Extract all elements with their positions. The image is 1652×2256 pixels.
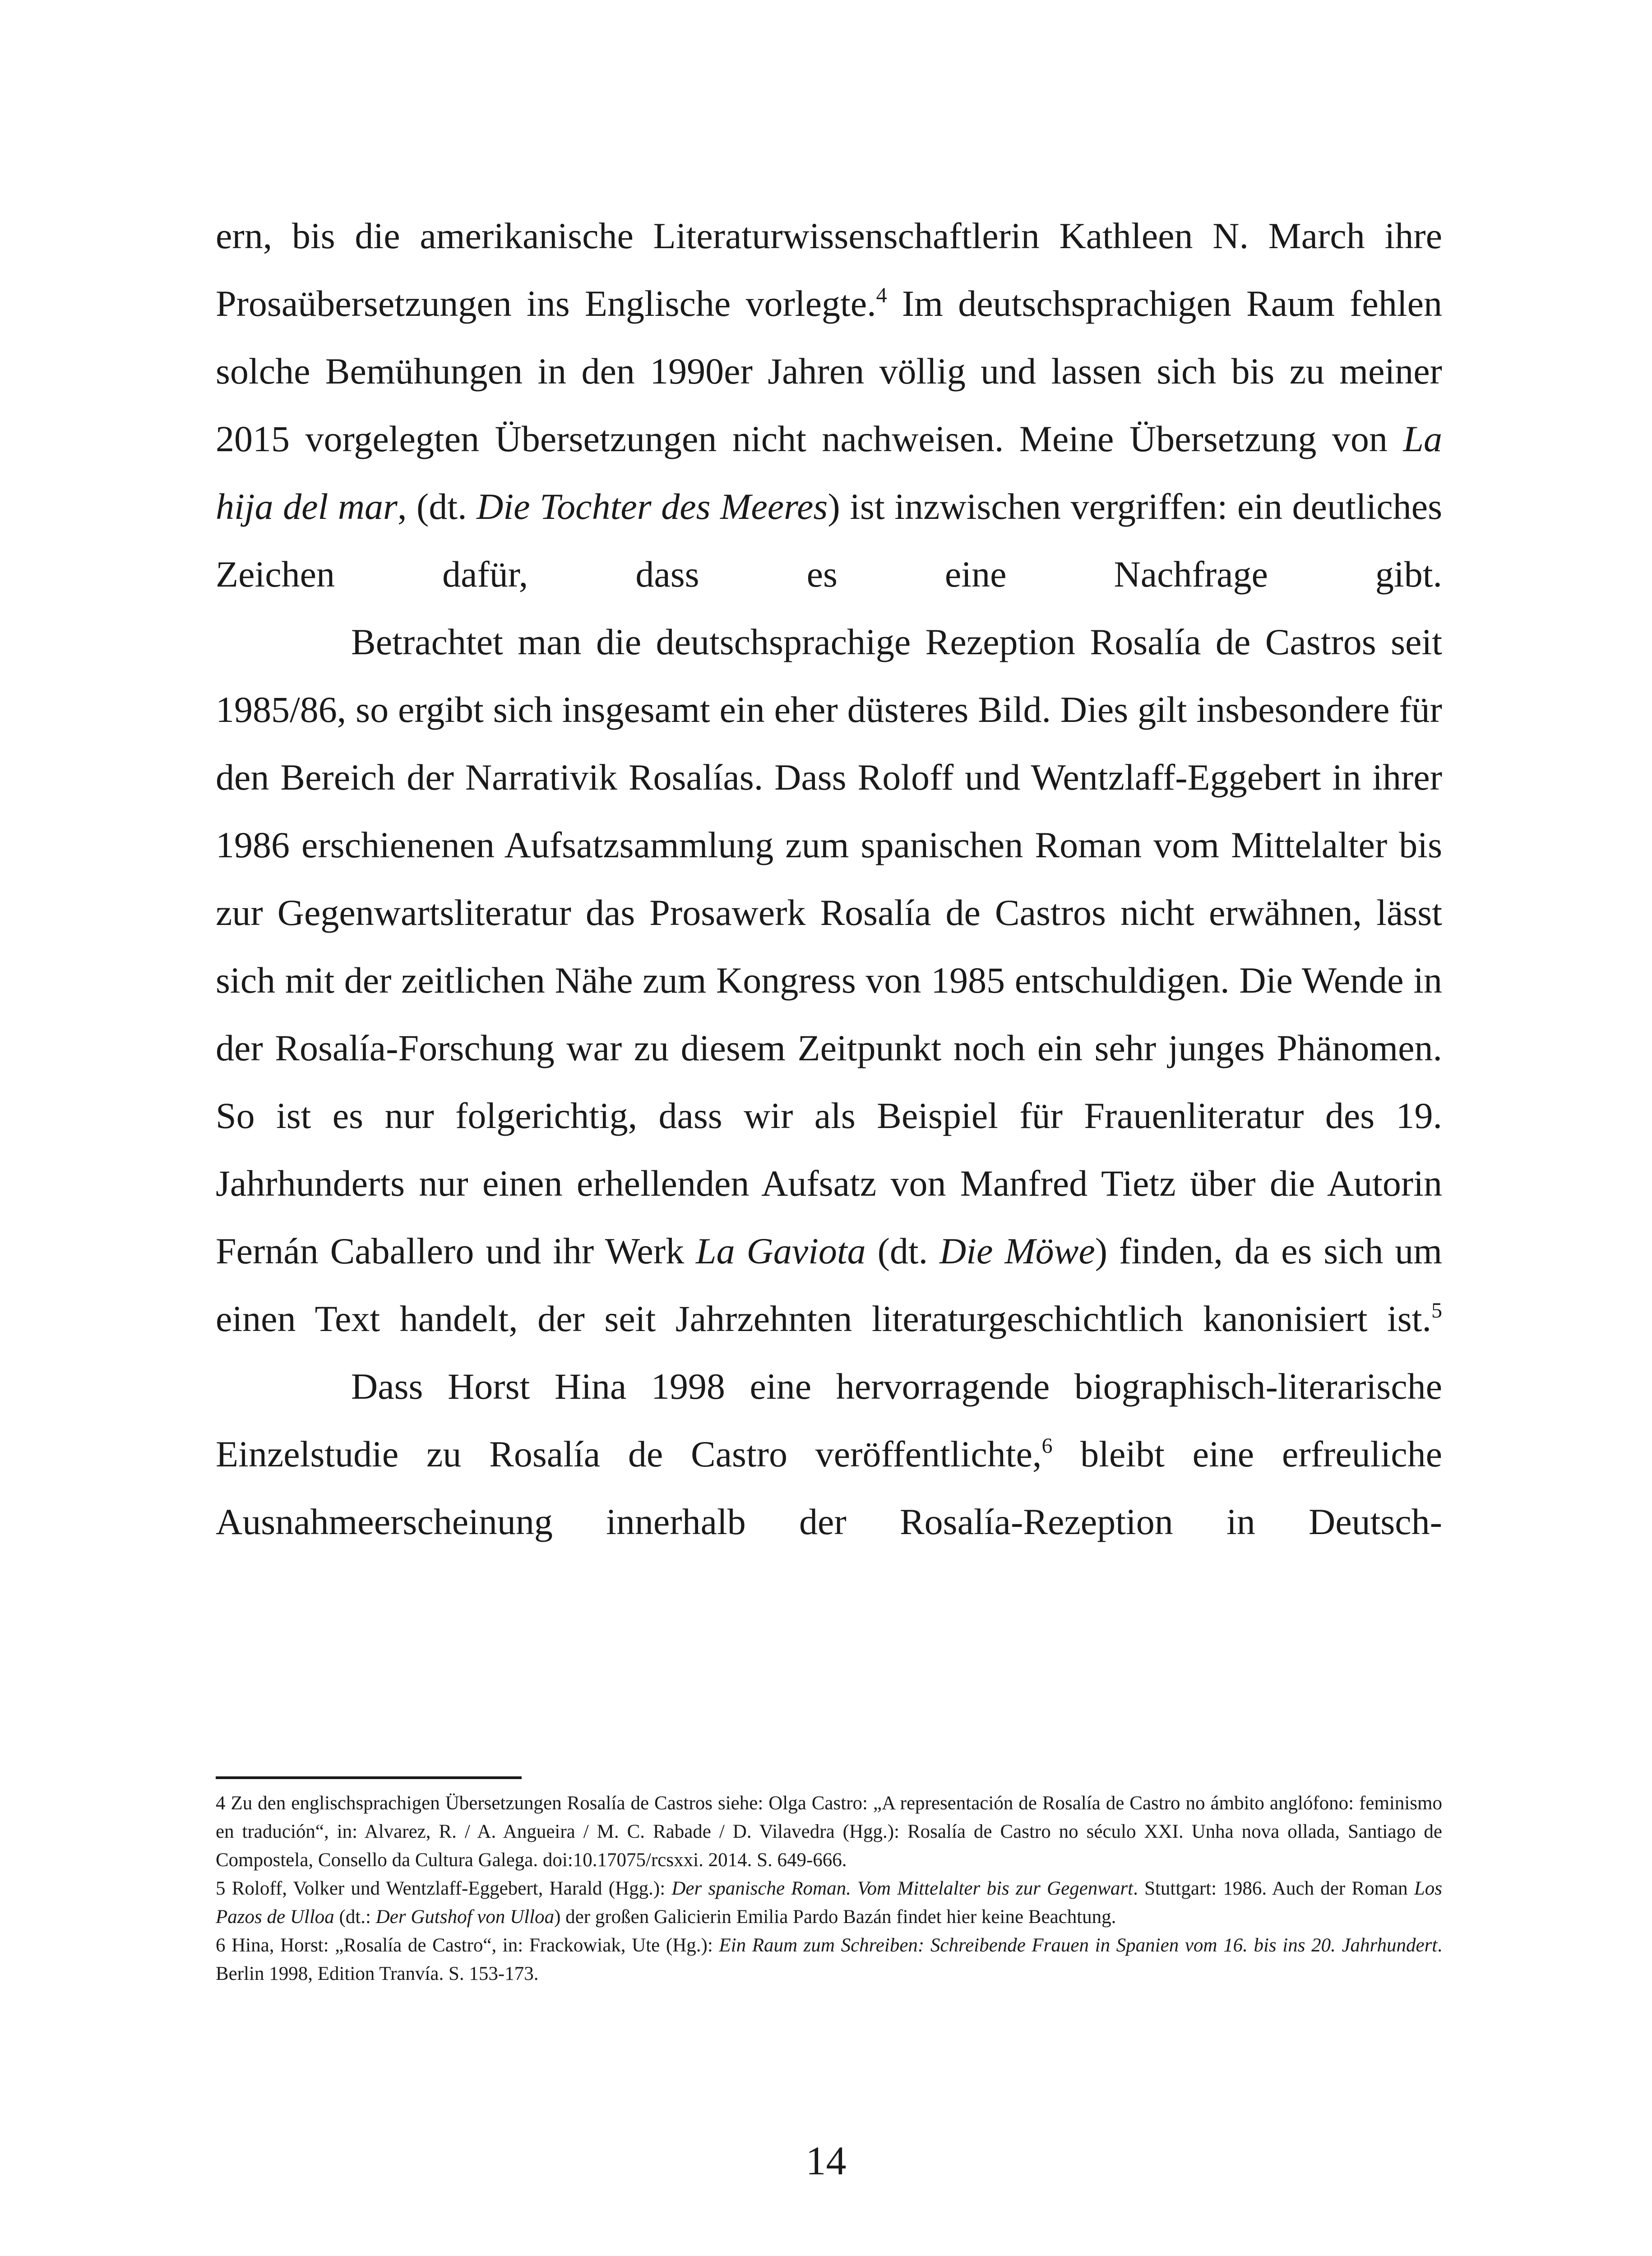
footnote-5: 5 Roloff, Volker und Wentzlaff-Eggebert, Harald (Hgg.): Der spanische Roman. Vom Mittelalter bis zur Gegenwart. Stuttgart: 1986. Auch der Roman Los Pazos de Ulloa (dt.: Der Gutshof von Ulloa) der großen Galicierin Emilia Pardo Bazán findet hier keine Beachtung. bbox=[216, 1878, 1442, 1928]
footnote-separator bbox=[216, 1776, 522, 1779]
body-text bbox=[216, 202, 1442, 1556]
paragraph-3: Dass Horst Hina 1998 eine hervorragende biographisch-literarische Einzelstudie zu Rosalía de Castro veröffentlichte,$^6$ bleibt eine erfreuliche Ausnahmeerscheinung innerhalb der Rosalía-Rezeption in Deutsch- bbox=[216, 1366, 1442, 1542]
footnote-ref-5[interactable]: 5 bbox=[1431, 1299, 1442, 1322]
page-number: 14 bbox=[805, 2139, 847, 2183]
footnote-ref-4[interactable]: 4 bbox=[876, 283, 887, 307]
paragraph-1: ern, bis die amerikanische Literaturwissenschaftlerin Kathleen N. March ihre Prosaübersetzungen ins Englische vorlegte.$^4$ Im deutschsprachigen Raum fehlen solche Bemühungen in den 1990er Jahren völlig und lassen sich bis zu meiner 2015 vorgelegten Übersetzungen nicht nachweisen. Meine Übersetzung von La hija del mar, (dt. Die Tochter des Meeres) ist inzwischen vergriffen: ein deutliches Zeichen dafür, dass es eine Nachfrage gibt. bbox=[216, 215, 1442, 595]
work-title: La Gaviota bbox=[696, 1230, 866, 1271]
work-title: La hija del mar bbox=[216, 418, 1442, 527]
footnote-4: 4 Zu den englischsprachigen Übersetzungen Rosalía de Castros siehe: Olga Castro: „A representación de Rosalía de Castro no ámbito anglófono: feminismo en tradución“, in: Alvarez, R. / A. Angueira / M. C. Rabade / D. Vilavedra (Hgg.): Rosalía de Castro no século XXI. Unha nova ollada, Santiago de Compostela, Consello da Cultura Galega. doi:10.17075/rcsxxi. 2014. S. 649-666. bbox=[216, 1793, 1442, 1871]
footnote-ref-6[interactable]: 6 bbox=[1041, 1434, 1053, 1458]
work-title: Die Möwe bbox=[939, 1230, 1095, 1271]
footnotes bbox=[216, 1789, 1442, 1988]
footnote-6: 6 Hina, Horst: „Rosalía de Castro“, in: Frackowiak, Ute (Hg.): Ein Raum zum Schreiben: Schreibende Frauen in Spanien vom 16. bis ins 20. Jahrhundert. Berlin 1998, Edition Tranvía. S. 153-173. bbox=[216, 1935, 1442, 1984]
paragraph-2: Betrachtet man die deutschsprachige Rezeption Rosalía de Castros seit 1985/86, so ergibt sich insgesamt ein eher düsteres Bild. Dies gilt insbesondere für den Bereich der Narrativik Rosalías. Dass Roloff und Wentzlaff-Eggebert in ihrer 1986 erschienenen Aufsatzsammlung zum spanischen Roman vom Mittelalter bis zur Gegenwartsliteratur das Prosawerk Rosalía de Castros nicht erwähnen, lässt sich mit der zeitlichen Nähe zum Kongress von 1985 entschuldigen. Die Wende in der Rosalía-Forschung war zu diesem Zeitpunkt noch ein sehr junges Phänomen. So ist es nur folgerichtig, dass wir als Beispiel für Frauenliteratur des 19. Jahrhunderts nur einen erhellenden Aufsatz von Manfred Tietz über die Autorin Fernán Caballero und ihr Werk La Gaviota (dt. Die Möwe) finden, da es sich um einen Text handelt, der seit Jahrzehnten literaturgeschichtlich kanonisiert ist.$^5$ bbox=[216, 621, 1443, 1339]
work-title: Die Tochter des Meeres bbox=[477, 486, 828, 527]
